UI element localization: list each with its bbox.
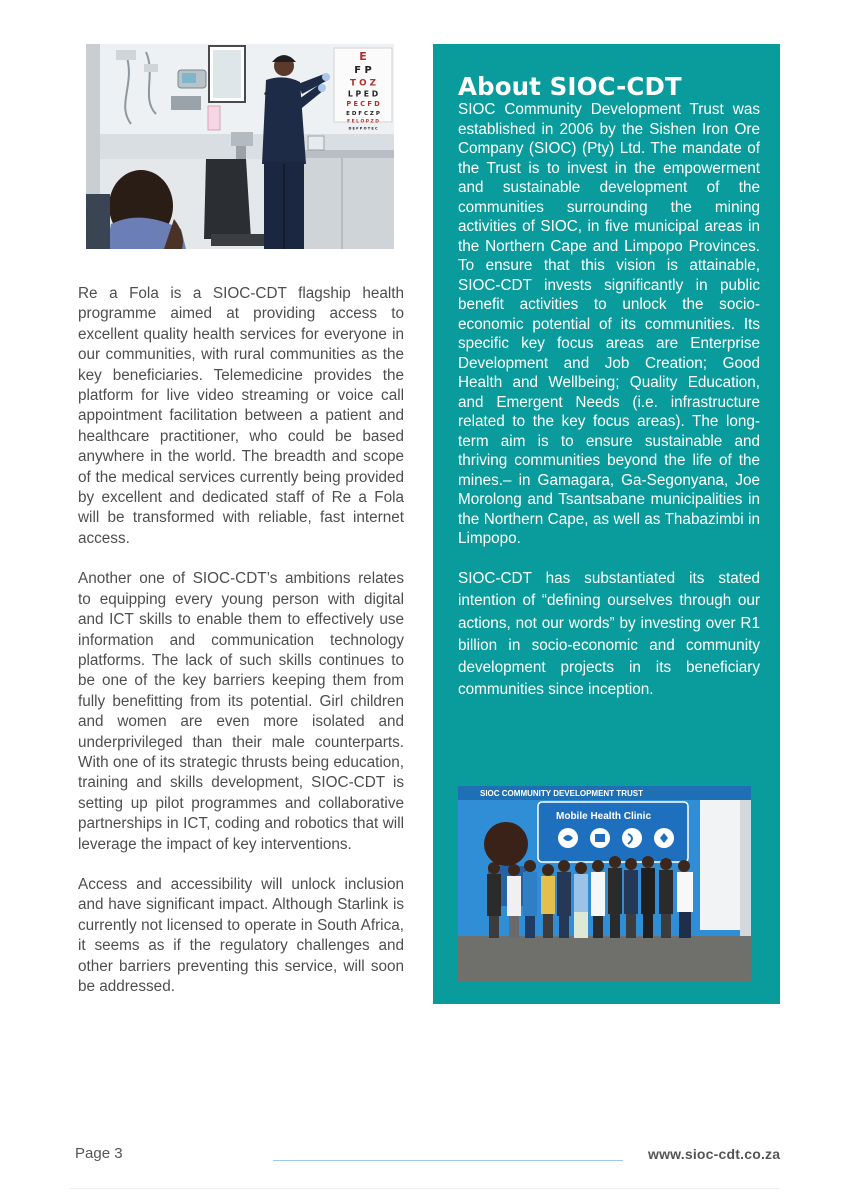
page-bottom-rule — [70, 1188, 780, 1189]
paragraph-re-a-fola: Re a Fola is a SIOC-CDT flagship health programme aimed at providing access to excellent quality health services for everyone in our communities, with rural communities as the key beneficiaries. Telemedicine provides the platform for live video streaming or voice call appointment facilitation between a patient and healthcare practitioner, who could be based anywhere in the world. The breadth and scope of the medical services currently being provided by excellent and dedicated staff of Re a Fola will be transformed with reliable, fast internet access. — [78, 285, 404, 547]
truck-banner-text: SIOC COMMUNITY DEVELOPMENT TRUST — [480, 789, 643, 798]
left-article-column — [78, 284, 404, 1017]
clinic-photo-illustration — [86, 44, 394, 249]
eye-chart-row: D E F P O T E C — [348, 126, 378, 131]
eye-chart-row: E D F C Z P — [346, 111, 380, 117]
eye-chart-row: F P — [354, 65, 372, 77]
clinic-photo — [86, 44, 394, 249]
website-url: www.sioc-cdt.co.za — [648, 1146, 781, 1162]
about-title: About SIOC-CDT — [458, 72, 682, 101]
footer-divider — [273, 1160, 623, 1161]
about-text — [458, 100, 760, 721]
eye-chart-row: P E C F D — [346, 100, 380, 109]
page-number: Page 3 — [75, 1145, 123, 1162]
eye-chart-row: E — [359, 50, 367, 63]
about-paragraph-history: SIOC Community Development Trust was established in 2006 by the Sishen Iron Ore Company (SIOC) (Pty) Ltd. The mandate of the Trust is to invest in the empowerment and sustainable development of the communities surrounding the mining activities of SIOC, in five municipal areas in the Northern Cape and Limpopo Provinces. To ensure that this vision is attainable, SIOC-CDT invests significantly in public benefit activities to unlock the socio-economic potential of its communities. Its specific key focus areas are Enterprise Development and Job Creation; Good Health and Wellbeing; Quality Education, and Emergent Needs (i.e. infrastructure related to the key focus areas). The long-term aim is to ensure sustainable and thriving communities beyond the life of the mines.– in Gamagara, Ga-Segonyana, Joe Morolong and Tsantsabane municipalities in the Northern Cape, as well as Thabazimbi in Limpopo. — [458, 101, 760, 547]
mobile-clinic-illustration — [458, 786, 751, 982]
eye-chart-row: T O Z — [350, 78, 376, 89]
eye-chart-row: L P E D — [347, 89, 379, 99]
mobile-health-clinic-photo — [458, 786, 751, 982]
paragraph-ict-ambitions: Another one of SIOC-CDT’s ambitions relates to equipping every young person with digital and ICT skills to enable them to effectively use information and communication technology platforms. The lack of such skills continues to be one of the key barriers keeping them from fully benefitting from its potential. Girl children and women are even more isolated and underprivileged than their male counterparts. With one of its strategic thrusts being education, training and skills development, SIOC-CDT is setting up pilot programmes and collaborative partnerships in ICT, coding and robotics that will leverage the impact of key interventions. — [78, 570, 404, 853]
about-paragraph-investment: SIOC-CDT has substantiated its stated intention of “defining ourselves through our actions, not our words” by investing over R1 billion in socio-economic and community development projects in its beneficiary communities since inception. — [458, 570, 760, 699]
mobile-health-clinic-sign: Mobile Health Clinic — [556, 811, 652, 822]
paragraph-starlink-access: Access and accessibility will unlock inclusion and have significant impact. Although Starlink is currently not licensed to operate in South Africa, it seems as if the regulatory challenges and other barriers preventing this service, will soon be addressed. — [78, 875, 404, 995]
eye-chart-row: F E L O P Z D — [347, 119, 379, 125]
about-sioc-cdt-box — [433, 44, 780, 1004]
